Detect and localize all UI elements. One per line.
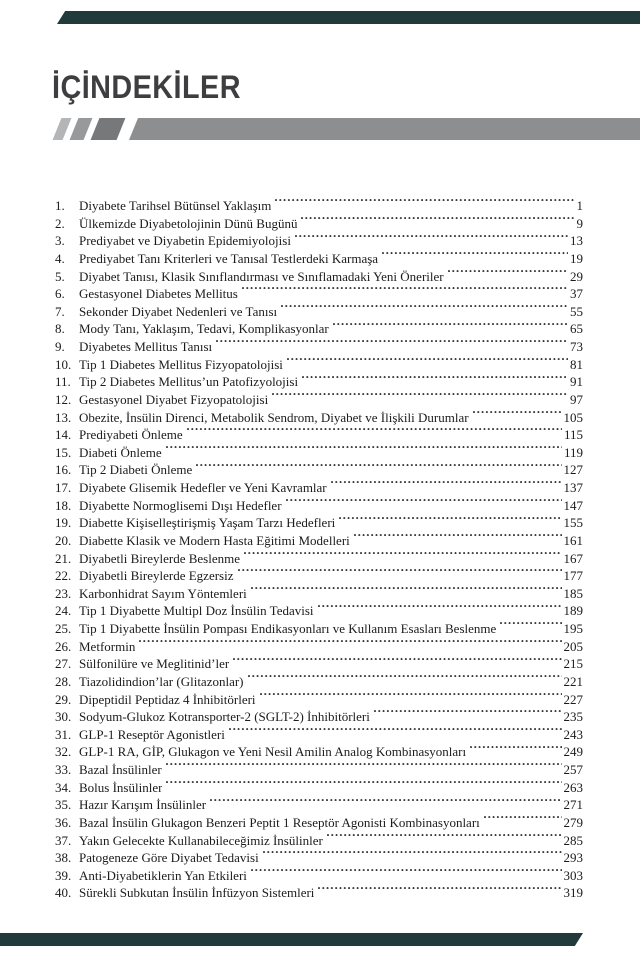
- toc-row: [55, 779, 583, 797]
- toc-entry-number: 34.: [55, 779, 72, 795]
- toc-row: [55, 726, 583, 744]
- toc-entry-page: 167: [563, 550, 583, 566]
- toc-entry-title: Hazır Karışım İnsülinler: [79, 797, 207, 813]
- toc-entry-page: 319: [563, 885, 583, 901]
- toc-entry-number: 3.: [55, 233, 65, 249]
- toc-entry-page: 73: [570, 339, 583, 354]
- toc-entry-page: 137: [563, 480, 583, 495]
- toc-entry-number: 32.: [55, 744, 72, 760]
- toc-dot-leader: [281, 305, 568, 318]
- header-stripes: [57, 118, 640, 140]
- toc-row: [55, 338, 583, 356]
- toc-entry-title: Tip 1 Diyabette Multipl Doz İnsülin Tedavisi: [79, 603, 314, 619]
- toc-entry-number: 21.: [55, 550, 72, 566]
- toc-entry-title: Tip 2 Diabetes Mellitus’un Patofizyolojisi: [79, 374, 299, 390]
- toc-dot-leader: [229, 728, 562, 741]
- toc-entry-title: Diyabete Glisemik Hedefler ve Yeni Kavramlar: [79, 480, 327, 495]
- toc-row: [55, 832, 583, 850]
- toc-entry-title: GLP-1 RA, GİP, Glukagon ve Yeni Nesil Amilin Analog Kombinasyonları: [79, 744, 467, 760]
- toc-entry-page: 235: [563, 709, 583, 725]
- toc-entry-number: 22.: [55, 568, 72, 584]
- toc-entry-page: 263: [563, 779, 583, 795]
- toc-entry-page: 177: [563, 568, 583, 584]
- toc-entry-title: Sodyum-Glukoz Kotransporter-2 (SGLT-2) İnhibitörleri: [79, 709, 370, 725]
- toc-row: [55, 638, 583, 656]
- toc-row: [55, 444, 583, 462]
- toc-entry-title: Diabette Klasik ve Modern Hasta Eğitimi Modelleri: [79, 532, 350, 548]
- toc-entry-title: Tip 2 Diabeti Önleme: [79, 462, 193, 478]
- toc-entry-title: Diyabette Normoglisemi Dışı Hedefler: [79, 497, 282, 513]
- toc-dot-leader: [233, 658, 561, 671]
- toc-row: [55, 567, 583, 585]
- toc-entry-page: 19: [570, 250, 583, 266]
- toc-entry-number: 9.: [55, 339, 65, 354]
- toc-dot-leader: [251, 587, 562, 600]
- toc-entry-page: 155: [563, 515, 583, 531]
- toc-entry-page: 81: [570, 356, 583, 372]
- stripe-medium: [70, 118, 93, 140]
- toc-dot-leader: [484, 816, 562, 829]
- toc-entry-title: Prediyabeti Önleme: [79, 427, 183, 443]
- toc-row: [55, 849, 583, 867]
- toc-entry-number: 19.: [55, 515, 72, 531]
- toc-entry-number: 18.: [55, 497, 72, 513]
- toc-dot-leader: [139, 640, 561, 653]
- toc-dot-leader: [251, 869, 562, 882]
- toc-entry-title: Karbonhidrat Sayım Yöntemleri: [79, 585, 247, 601]
- toc-entry-title: Diyabete Tarihsel Bütünsel Yaklaşım: [79, 198, 272, 213]
- toc-dot-leader: [260, 693, 562, 706]
- toc-entry-number: 35.: [55, 797, 72, 813]
- toc-dot-leader: [196, 464, 561, 477]
- toc-entry-page: 185: [563, 585, 583, 601]
- toc-entry-title: Bazal İnsülin Glukagon Benzeri Peptit 1 Reseptör Agonisti Kombinasyonları: [79, 814, 480, 830]
- toc-entry-page: 115: [563, 427, 583, 443]
- toc-dot-leader: [187, 428, 562, 441]
- toc-entry-title: Gestasyonel Diyabet Fizyopatolojisi: [79, 391, 269, 407]
- toc-entry-title: Metformin: [79, 638, 136, 654]
- toc-entry-number: 12.: [55, 391, 72, 407]
- toc-dot-leader: [166, 781, 561, 794]
- toc-dot-leader: [248, 675, 562, 688]
- toc-entry-page: 257: [563, 762, 583, 777]
- toc-dot-leader: [275, 199, 574, 212]
- toc-entry-page: 91: [570, 374, 583, 390]
- toc-dot-leader: [333, 323, 568, 336]
- toc-row: [55, 655, 583, 673]
- toc-row: [55, 197, 583, 215]
- toc-entry-page: 285: [563, 832, 583, 848]
- header-rule-bar: [129, 118, 640, 140]
- toc-dot-leader: [301, 217, 574, 230]
- toc-row: [55, 215, 583, 233]
- toc-entry-number: 7.: [55, 303, 65, 319]
- toc-dot-leader: [448, 270, 568, 283]
- toc-entry-page: 243: [563, 726, 583, 742]
- table-of-contents: [55, 197, 583, 902]
- toc-row: [55, 743, 583, 761]
- toc-entry-number: 25.: [55, 621, 72, 636]
- toc-entry-number: 6.: [55, 286, 65, 302]
- toc-entry-title: Diyabet Tanısı, Klasik Sınıflandırması ve Sınıflamadaki Yeni Öneriler: [79, 268, 444, 284]
- toc-row: [55, 461, 583, 479]
- toc-row: [55, 532, 583, 550]
- toc-entry-page: 215: [563, 656, 583, 672]
- toc-entry-title: Diyabetes Mellitus Tanısı: [79, 339, 213, 354]
- toc-entry-title: Prediyabet Tanı Kriterleri ve Tanısal Testlerdeki Karmaşa: [79, 250, 379, 266]
- toc-entry-title: Prediyabet ve Diyabetin Epidemiyolojisi: [79, 233, 291, 249]
- toc-entry-title: Diyabetli Bireylerde Egzersiz: [79, 568, 234, 584]
- toc-row: [55, 602, 583, 620]
- toc-entry-page: 55: [570, 303, 583, 319]
- toc-row: [55, 426, 583, 444]
- toc-entry-page: 37: [570, 286, 583, 302]
- toc-dot-leader: [287, 358, 568, 371]
- toc-row: [55, 585, 583, 603]
- toc-entry-page: 303: [563, 867, 583, 883]
- toc-entry-page: 279: [563, 814, 583, 830]
- toc-dot-leader: [244, 552, 561, 565]
- toc-entry-page: 13: [570, 233, 583, 249]
- toc-row: [55, 550, 583, 568]
- toc-row: [55, 268, 583, 286]
- toc-entry-title: Anti-Diyabetiklerin Yan Etkileri: [79, 867, 247, 883]
- toc-entry-number: 13.: [55, 409, 72, 425]
- toc-entry-number: 27.: [55, 656, 72, 672]
- toc-entry-title: Obezite, İnsülin Direnci, Metabolik Sendrom, Diyabet ve İlişkili Durumlar: [79, 409, 469, 425]
- toc-row: [55, 514, 583, 532]
- toc-dot-leader: [216, 340, 568, 353]
- toc-entry-title: Ülkemizde Diyabetolojinin Dünü Bugünü: [79, 215, 298, 231]
- toc-entry-page: 29: [570, 268, 583, 284]
- top-accent-bar: [57, 11, 640, 24]
- toc-row: [55, 479, 583, 497]
- stripe-dark: [91, 118, 126, 140]
- toc-row: [55, 867, 583, 885]
- toc-entry-page: 271: [563, 797, 583, 813]
- toc-dot-leader: [374, 710, 562, 723]
- toc-entry-page: 119: [563, 444, 583, 460]
- toc-row: [55, 673, 583, 691]
- toc-entry-number: 33.: [55, 762, 72, 777]
- toc-entry-page: 9: [576, 215, 583, 231]
- toc-entry-number: 4.: [55, 250, 65, 266]
- toc-entry-page: 227: [563, 691, 583, 707]
- toc-entry-title: Tip 1 Diyabette İnsülin Pompası Endikasyonları ve Kullanım Esasları Beslenme: [79, 621, 497, 636]
- toc-dot-leader: [318, 887, 561, 900]
- toc-dot-leader: [382, 252, 568, 265]
- toc-entry-page: 221: [563, 673, 583, 689]
- toc-entry-title: Mody Tanı, Yaklaşım, Tedavi, Komplikasyonlar: [79, 321, 329, 337]
- toc-dot-leader: [286, 499, 562, 512]
- toc-dot-leader: [331, 481, 562, 494]
- toc-entry-title: Tiazolidindion’lar (Glitazonlar): [79, 673, 244, 689]
- toc-entry-title: Diabeti Önleme: [79, 444, 162, 460]
- toc-row: [55, 285, 583, 303]
- toc-entry-title: Bazal İnsülinler: [79, 762, 162, 777]
- toc-dot-leader: [166, 763, 562, 776]
- toc-entry-number: 30.: [55, 709, 72, 725]
- toc-dot-leader: [242, 287, 568, 300]
- toc-entry-number: 24.: [55, 603, 72, 619]
- toc-dot-leader: [302, 376, 568, 389]
- toc-row: [55, 373, 583, 391]
- toc-entry-page: 161: [563, 532, 583, 548]
- toc-entry-number: 10.: [55, 356, 72, 372]
- toc-entry-number: 36.: [55, 814, 72, 830]
- toc-dot-leader: [327, 834, 562, 847]
- toc-entry-title: Gestasyonel Diabetes Mellitus: [79, 286, 238, 302]
- toc-entry-number: 5.: [55, 268, 65, 284]
- toc-row: [55, 708, 583, 726]
- toc-entry-page: 195: [563, 621, 583, 636]
- toc-entry-number: 2.: [55, 215, 65, 231]
- toc-entry-title: Patogeneze Göre Diyabet Tedavisi: [79, 850, 259, 866]
- page-title: İÇİNDEKİLER: [52, 69, 241, 105]
- toc-dot-leader: [470, 746, 561, 759]
- toc-row: [55, 884, 583, 902]
- toc-row: [55, 391, 583, 409]
- toc-entry-number: 14.: [55, 427, 72, 443]
- toc-entry-number: 39.: [55, 867, 72, 883]
- toc-dot-leader: [272, 393, 568, 406]
- toc-entry-page: 293: [563, 850, 583, 866]
- toc-entry-page: 189: [563, 603, 583, 619]
- toc-entry-page: 147: [563, 497, 583, 513]
- toc-entry-title: Diyabetli Bireylerde Beslenme: [79, 550, 241, 566]
- toc-row: [55, 232, 583, 250]
- toc-entry-number: 29.: [55, 691, 72, 707]
- toc-entry-number: 15.: [55, 444, 72, 460]
- toc-entry-page: 1: [576, 198, 583, 213]
- toc-dot-leader: [473, 411, 562, 424]
- toc-entry-title: Diabette Kişiselleştirişmiş Yaşam Tarzı Hedefleri: [79, 515, 336, 531]
- toc-dot-leader: [500, 622, 561, 635]
- toc-dot-leader: [210, 799, 561, 812]
- toc-entry-number: 17.: [55, 480, 72, 495]
- toc-entry-number: 23.: [55, 585, 72, 601]
- toc-row: [55, 814, 583, 832]
- toc-entry-title: Yakın Gelecekte Kullanabileceğimiz İnsülinler: [79, 832, 323, 848]
- toc-entry-page: 249: [563, 744, 583, 760]
- toc-row: [55, 303, 583, 321]
- toc-entry-title: Sekonder Diyabet Nedenleri ve Tanısı: [79, 303, 278, 319]
- toc-row: [55, 250, 583, 268]
- toc-entry-title: Tip 1 Diabetes Mellitus Fizyopatolojisi: [79, 356, 283, 372]
- toc-dot-leader: [263, 851, 562, 864]
- toc-entry-number: 20.: [55, 532, 72, 548]
- toc-entry-number: 37.: [55, 832, 72, 848]
- toc-dot-leader: [295, 235, 568, 248]
- toc-dot-leader: [339, 517, 561, 530]
- toc-entry-page: 65: [570, 321, 583, 337]
- toc-entry-title: Sürekli Subkutan İnsülin İnfüzyon Sistemleri: [79, 885, 315, 901]
- toc-entry-number: 40.: [55, 885, 72, 901]
- toc-entry-number: 1.: [55, 198, 65, 213]
- toc-entry-title: Sülfonilüre ve Meglitinid’ler: [79, 656, 230, 672]
- toc-dot-leader: [318, 605, 562, 618]
- toc-entry-number: 11.: [55, 374, 71, 390]
- toc-dot-leader: [238, 569, 562, 582]
- toc-row: [55, 356, 583, 374]
- toc-entry-page: 205: [563, 638, 583, 654]
- toc-row: [55, 320, 583, 338]
- toc-row: [55, 691, 583, 709]
- toc-entry-number: 16.: [55, 462, 72, 478]
- toc-entry-number: 28.: [55, 673, 72, 689]
- toc-entry-number: 8.: [55, 321, 65, 337]
- toc-row: [55, 497, 583, 515]
- toc-dot-leader: [166, 446, 562, 459]
- toc-entry-page: 97: [570, 391, 583, 407]
- toc-entry-number: 31.: [55, 726, 72, 742]
- toc-entry-page: 127: [563, 462, 583, 478]
- toc-entry-page: 105: [563, 409, 583, 425]
- toc-entry-number: 38.: [55, 850, 72, 866]
- toc-entry-number: 26.: [55, 638, 72, 654]
- toc-row: [55, 409, 583, 427]
- toc-row: [55, 796, 583, 814]
- toc-row: [55, 620, 583, 638]
- toc-entry-title: Bolus İnsülinler: [79, 779, 163, 795]
- toc-row: [55, 761, 583, 779]
- toc-dot-leader: [354, 534, 562, 547]
- bottom-accent-bar: [0, 933, 583, 946]
- stripe-light: [53, 118, 72, 140]
- toc-entry-title: Dipeptidil Peptidaz 4 İnhibitörleri: [79, 691, 256, 707]
- toc-entry-title: GLP-1 Reseptör Agonistleri: [79, 726, 225, 742]
